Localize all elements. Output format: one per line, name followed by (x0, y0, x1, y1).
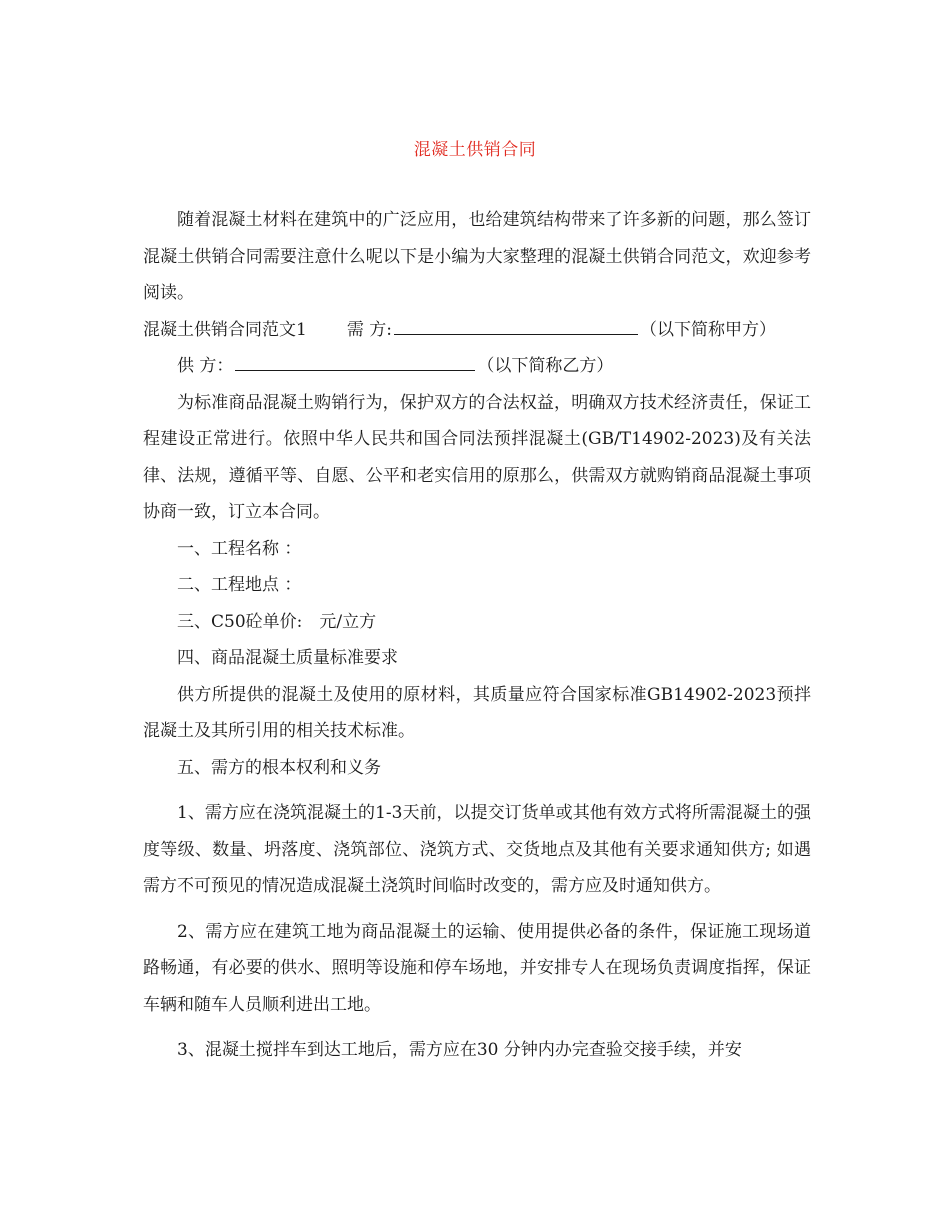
clause-3: 3、混凝土搅拌车到达工地后，需方应在30 分钟内办完查验交接手续，并安 (177, 1040, 742, 1060)
demand-label: 需 方: (346, 319, 392, 340)
item-project-location: 二、工程地点 ： (177, 575, 302, 595)
clause-1: 1、需方应在浇筑混凝土的1-3天前，以提交订货单或其他有效方式将所需混凝土的强度等级、数量、坍落度、浇筑部位、浇筑方式、交货地点及其他有关要求通知供方; 如遇需方不可预见的情况造成混凝土浇筑时间临时改变的，需方应及时通知供方。 (143, 803, 811, 896)
preamble-paragraph: 为标准商品混凝土购销行为，保护双方的合法权益，明确双方技术经济责任，保证工程建设正常进行。依照中华人民共和国合同法预拌混凝土(GB/T14902-2023)及有关法律、法规，遵循平等、自愿、公平和老实信用的原那么，供需双方就购销商品混凝土事项协商一致，订立本合同。 (143, 392, 811, 522)
sample-label: 混凝土供销合同范文1 (143, 319, 307, 340)
document-title: 混凝土供销合同 (413, 140, 537, 160)
clause-2: 2、需方应在建筑工地为商品混凝土的运输、使用提供必备的条件，保证施工现场道路畅通，有必要的供水、照明等设施和停车场地，并安排专人在现场负责调度指挥，保证车辆和随车人员顺利进出工地。 (143, 921, 811, 1015)
supply-party-blank (235, 348, 475, 371)
quality-paragraph: 供方所提供的混凝土及使用的原材料，其质量应符合国家标准GB14902-2023预拌混凝土及其所引用的相关技术标准。 (143, 684, 811, 741)
demand-suffix: （以下简称甲方） (639, 319, 776, 340)
supply-party-line (143, 348, 811, 385)
item-quality-heading: 四、商品混凝土质量标准要求 (177, 648, 398, 668)
intro-paragraph: 随着混凝土材料在建筑中的广泛应用，也给建筑结构带来了许多新的问题，那么签订混凝土供销合同需要注意什么呢以下是小编为大家整理的混凝土供销合同范文，欢迎参考阅读。 (143, 210, 811, 303)
item-unit-price: 三、C50砼单价: 元/立方 (177, 611, 377, 632)
supply-suffix: （以下简称乙方） (477, 356, 614, 376)
item-project-name: 一、工程名称 ： (177, 538, 302, 559)
supply-label: 供 方： (177, 356, 234, 376)
demand-party-blank (394, 312, 638, 335)
demand-party-line (143, 312, 811, 349)
item-rights-heading: 五、需方的根本权利和义务 (177, 757, 381, 778)
document-body (143, 202, 811, 1069)
